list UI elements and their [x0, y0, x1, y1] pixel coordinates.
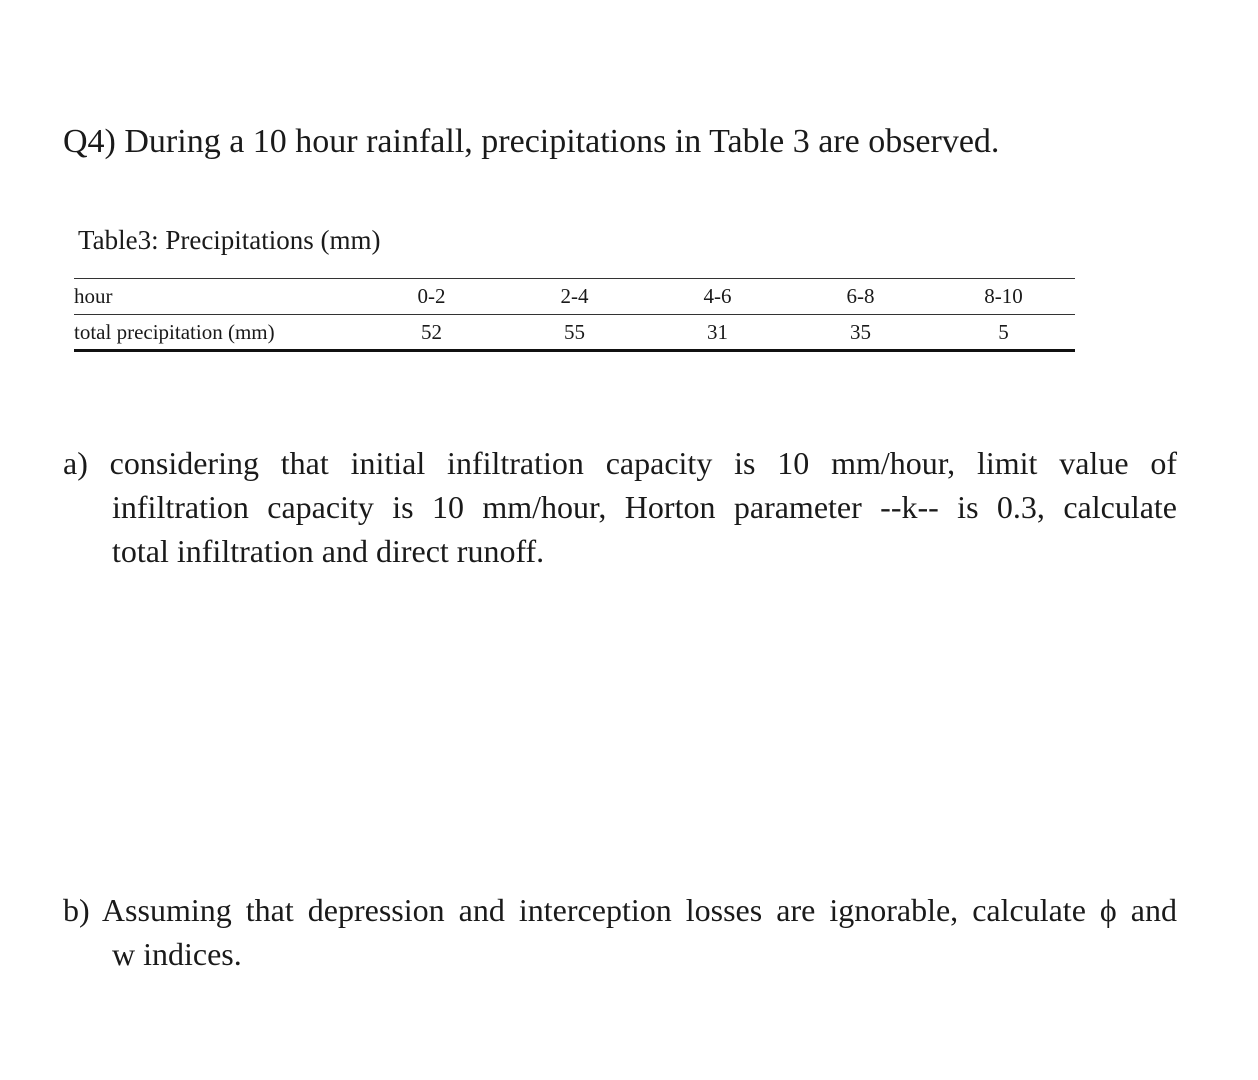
precipitation-value: 55: [503, 315, 646, 351]
part-b-question: [63, 888, 1177, 976]
hour-column-header: 4-6: [646, 279, 789, 315]
row-label: total precipitation (mm): [74, 315, 360, 351]
precipitation-value: 31: [646, 315, 789, 351]
hour-column-header: 6-8: [789, 279, 932, 315]
precipitation-value: 35: [789, 315, 932, 351]
part-a-line: infiltration capacity is 10 mm/hour, Horton parameter --k-- is 0.3, calculate: [112, 489, 1177, 525]
table-header-row: [74, 279, 1075, 315]
part-b-line: b) Assuming that depression and interception losses are ignorable, calculate ϕ and: [63, 892, 1177, 928]
hour-column-header: 0-2: [360, 279, 503, 315]
table-caption: Table3: Precipitations (mm): [78, 225, 381, 255]
header-label: hour: [74, 279, 360, 315]
hour-column-header: 2-4: [503, 279, 646, 315]
question-title: Q4) During a 10 hour rainfall, precipitations in Table 3 are observed.: [63, 123, 1000, 160]
part-a-line: a) considering that initial infiltration capacity is 10 mm/hour, limit value of: [63, 445, 1177, 481]
precipitation-value: 52: [360, 315, 503, 351]
part-b-line: w indices.: [112, 936, 242, 972]
hour-column-header: 8-10: [932, 279, 1075, 315]
part-a-question: [63, 441, 1177, 573]
precipitation-value: 5: [932, 315, 1075, 351]
part-a-line: total infiltration and direct runoff.: [112, 533, 545, 569]
precipitation-table: [74, 278, 1075, 352]
table-row: [74, 315, 1075, 351]
